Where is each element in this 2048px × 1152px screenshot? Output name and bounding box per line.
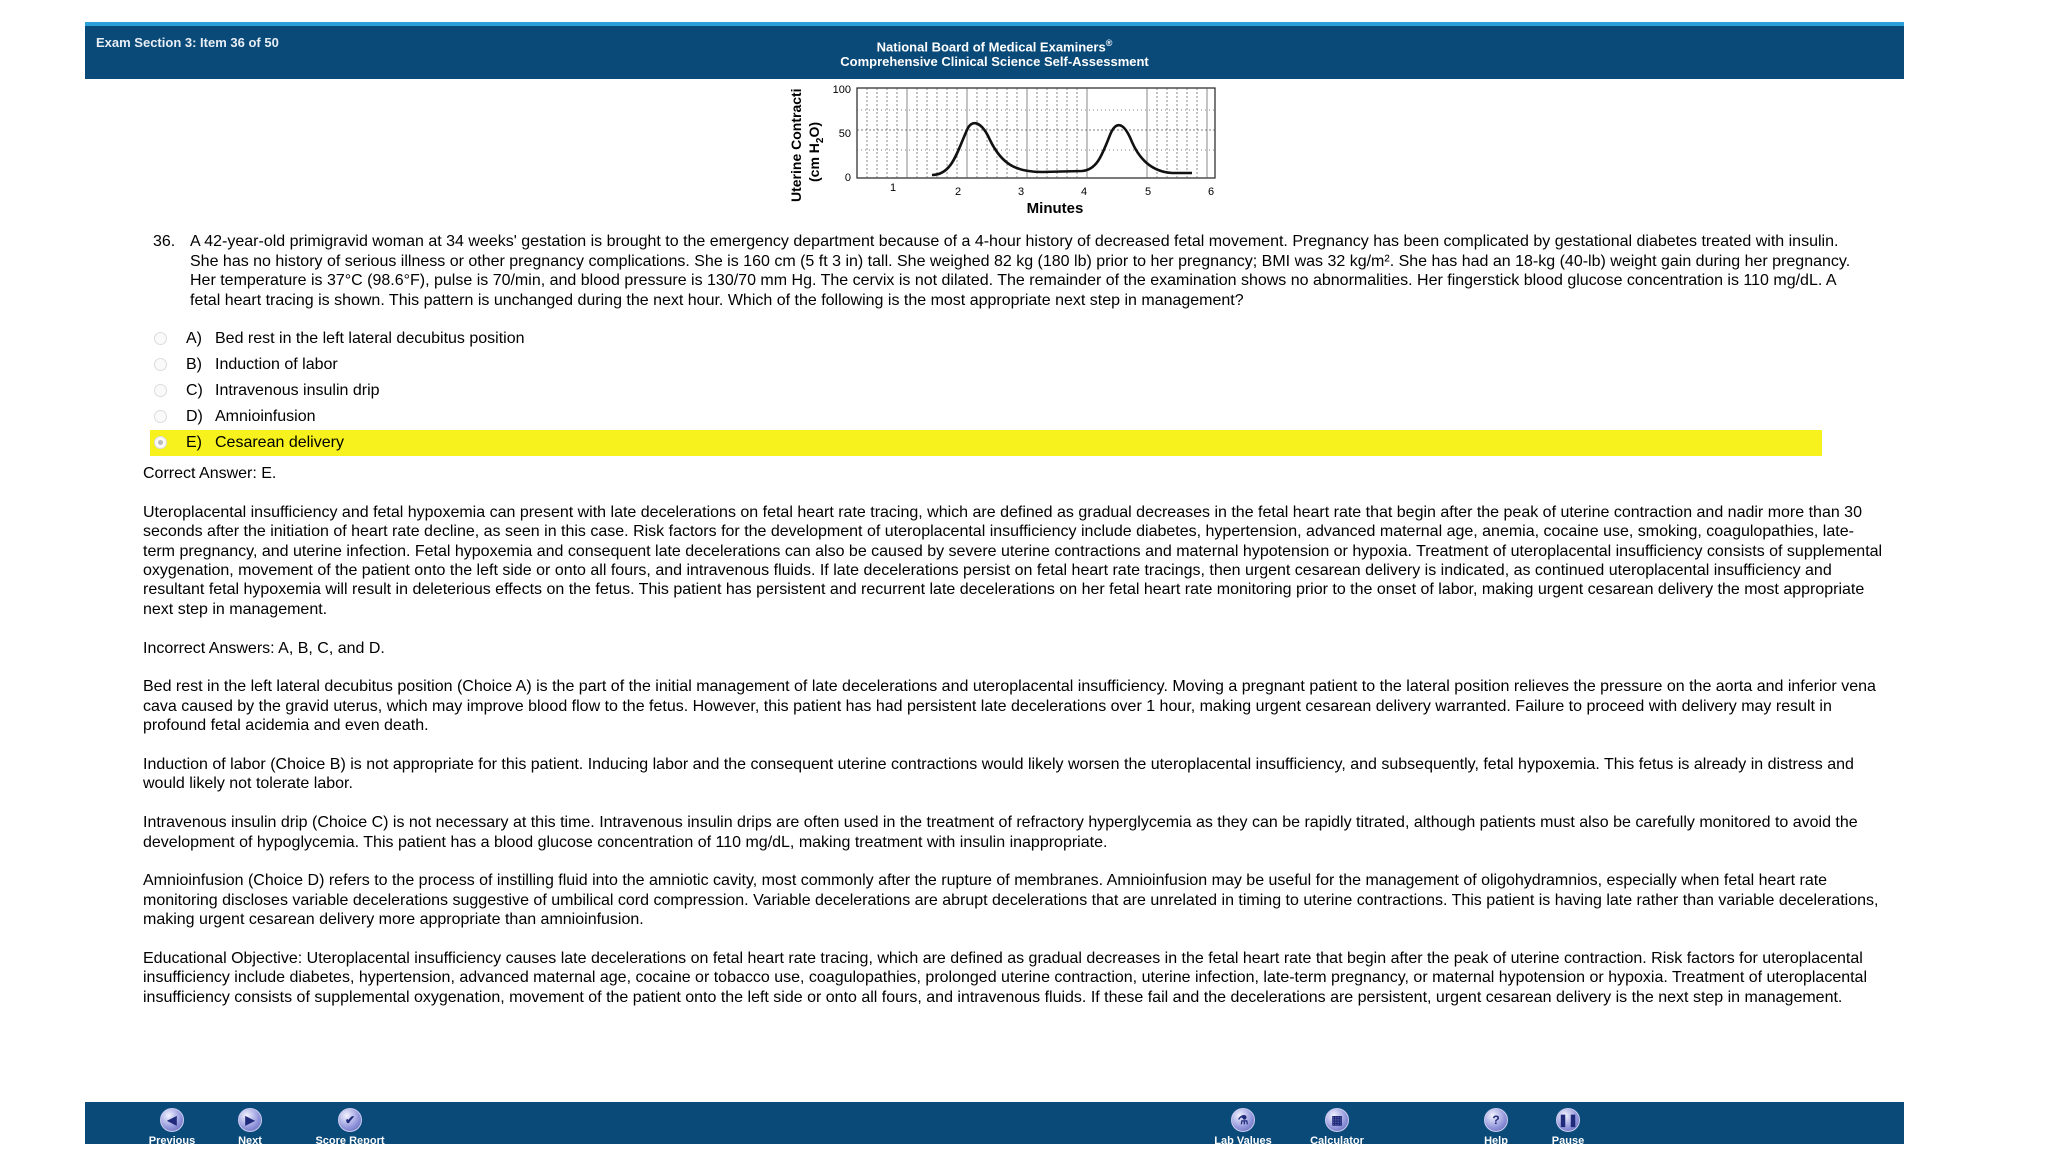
exam-title: Comprehensive Clinical Science Self-Assessment	[840, 54, 1149, 70]
y-axis-label: Uterine Contracti	[788, 88, 804, 202]
option-text: Cesarean delivery	[215, 434, 344, 451]
option-letter: B)	[186, 356, 202, 373]
button-label: Score Report	[315, 1135, 385, 1147]
x-tick: 2	[954, 186, 962, 198]
answer-option-c[interactable]	[150, 378, 1822, 404]
correct-answer: Correct Answer: E.	[143, 465, 277, 482]
calculator-icon: ▦	[1325, 1108, 1349, 1132]
question-stem: A 42-year-old primigravid woman at 34 weeks' gestation is brought to the emergency department because of a 4-hour history of decreased fetal movement. Pregnancy has been complicated by gestational diabetes treated with insulin. She has no history of serious illness or other pregnancy complications. She is 160 cm (5 ft 3 in) tall. She weighed 82 kg (180 lb) prior to her pregnancy; BMI was 32 kg/m². She has had an 18-kg (40-lb) weight gain during her pregnancy. Her temperature is 37°C (98.6°F), pulse is 70/min, and blood pressure is 130/70 mm Hg. The cervix is not dilated. The remainder of the examination shows no abnormalities. Her fingerstick blood glucose concentration is 110 mg/dL. A fetal heart tracing is shown. This pattern is unchanged during the next hour. Which of the following is the most appropriate next step in management?	[190, 233, 1851, 309]
button-label: Lab Values	[1214, 1135, 1272, 1147]
lab-flask-icon: ⚗	[1231, 1108, 1255, 1132]
radio-button-selected[interactable]	[154, 436, 167, 449]
option-text: Bed rest in the left lateral decubitus position	[215, 330, 525, 347]
org-name: National Board of Medical Examiners®	[876, 38, 1113, 55]
answer-explanation	[143, 464, 1883, 1027]
y-tick: 50	[838, 128, 851, 140]
button-label: Help	[1484, 1135, 1508, 1147]
radio-button[interactable]	[154, 410, 167, 423]
y-tick: 100	[832, 84, 851, 96]
pause-button[interactable]	[1528, 1108, 1608, 1147]
radio-button[interactable]	[154, 332, 167, 345]
educational-objective: Educational Objective: Uteroplacental insufficiency causes late decelerations on fetal heart rate tracing, which are defined as gradual decreases in the fetal heart rate that begin after the peak of uterine contraction. Risk factors for uteroplacental insufficiency include diabetes, hypertension, advanced maternal age, cocaine or tobacco use, coagulopathies, prolonged uterine contraction, uterine infection, late-term pregnancy, or maternal hypotension or hypoxia. Treatment of uteroplacental insufficiency consists of supplemental oxygenation, movement of the patient onto the left side or onto all fours, and intravenous fluids. If these fail and the decelerations are persistent, urgent cesarean delivery is the next step in management.	[143, 950, 1868, 1006]
item-counter: Exam Section 3: Item 36 of 50	[96, 35, 279, 50]
choice-d-explanation: Amnioinfusion (Choice D) refers to the process of instilling fluid into the amniotic cavity, most commonly after the rupture of membranes. Amnioinfusion may be useful for the management of oligohydramnios, especially when fetal heart rate monitoring discloses variable decelerations suggestive of umbilical cord compression. Variable decelerations are abrupt decelerations that are unrelated in timing to uterine contractions. This patient is having late rather than variable decelerations, making urgent cesarean delivery more appropriate than amnioinfusion.	[143, 872, 1879, 929]
arrow-left-icon: ◀	[160, 1108, 184, 1132]
option-text: Amnioinfusion	[215, 408, 316, 425]
uterine-contraction-tracing	[782, 80, 1242, 220]
x-tick: 5	[1144, 186, 1152, 198]
previous-button[interactable]	[132, 1108, 212, 1147]
navigation-bar	[85, 1102, 1904, 1147]
choice-c-explanation: Intravenous insulin drip (Choice C) is not necessary at this time. Intravenous insulin drips are often used in the treatment of refractory hyperglycemia as they can be rapidly titrated, although patients must also be carefully monitored to avoid the development of hypoglycemia. This patient has a blood glucose concentration of 110 mg/dL, making treatment with insulin inappropriate.	[143, 814, 1858, 851]
explanation-paragraph: Uteroplacental insufficiency and fetal hypoxemia can present with late decelerations on fetal heart rate tracing, which are defined as gradual decreases in the fetal heart rate that begin after the peak of uterine contraction and nadir more than 30 seconds after the initiation of heart rate decline, as seen in this case. Risk factors for the development of uteroplacental insufficiency include diabetes, hypertension, advanced maternal age, anemia, cocaine use, smoking, coagulopathies, late-term pregnancy, and uterine infection. Fetal hypoxemia and consequent late decelerations can also be caused by severe uterine contractions and maternal hypotension or hypoxia. Treatment of uteroplacental insufficiency consists of supplemental oxygenation, movement of the patient onto the left side or onto all fours, and intravenous fluids. If late decelerations persist on fetal heart rate tracings, then urgent cesarean delivery is indicated, as continued uteroplacental insufficiency and resultant fetal hypoxemia will result in deleterious effects on the fetus. This patient has persistent and recurrent late decelerations on her fetal heart rate monitoring prior to the onset of labor, making urgent cesarean delivery the most appropriate next step in management.	[143, 503, 1883, 618]
choice-a-explanation: Bed rest in the left lateral decubitus position (Choice A) is the part of the initial management of late decelerations and uteroplacental insufficiency. Moving a pregnant patient to the lateral position relieves the pressure on the aorta and inferior vena cava caused by the gravid uterus, which may improve blood flow to the fetus. However, this patient has had persistent late decelerations over 1 hour, making urgent cesarean delivery warranted. Failure to proceed with delivery may result in profound fetal acidemia and even death.	[143, 678, 1876, 735]
exam-header	[85, 26, 1904, 79]
help-button[interactable]	[1456, 1108, 1536, 1147]
option-text: Induction of labor	[215, 356, 338, 373]
x-tick: 4	[1080, 186, 1088, 198]
button-label: Next	[238, 1135, 262, 1147]
incorrect-answers: Incorrect Answers: A, B, C, and D.	[143, 639, 385, 657]
button-label: Calculator	[1310, 1135, 1364, 1147]
checkmark-icon: ✔	[338, 1108, 362, 1132]
score-report-button[interactable]	[310, 1108, 390, 1147]
x-tick: 6	[1207, 186, 1215, 198]
contraction-curve	[932, 123, 1192, 175]
option-letter: C)	[186, 382, 203, 399]
answer-option-a[interactable]	[150, 326, 1822, 352]
exam-titles	[85, 36, 1904, 69]
answer-option-b[interactable]	[150, 352, 1822, 378]
calculator-button[interactable]	[1297, 1108, 1377, 1147]
x-tick: 1	[889, 182, 897, 194]
answer-options	[150, 326, 1822, 456]
choice-b-explanation: Induction of labor (Choice B) is not appropriate for this patient. Inducing labor and the consequent uterine contractions would likely worsen the uteroplacental insufficiency, and subsequently, fetal hypoxemia. This fetus is already in distress and would likely not tolerate labor.	[143, 756, 1854, 793]
next-button[interactable]	[210, 1108, 290, 1147]
question-block	[150, 232, 1870, 310]
option-letter: E)	[186, 434, 202, 451]
arrow-right-icon: ▶	[238, 1108, 262, 1132]
x-axis-label: Minutes	[1026, 200, 1084, 217]
option-text: Intravenous insulin drip	[215, 382, 380, 399]
option-letter: A)	[186, 330, 202, 347]
help-icon: ?	[1484, 1108, 1508, 1132]
pause-icon: ❚❚	[1556, 1108, 1580, 1132]
radio-button[interactable]	[154, 384, 167, 397]
button-label: Previous	[148, 1135, 196, 1147]
question-number: 36.	[153, 233, 176, 250]
answer-option-d[interactable]	[150, 404, 1822, 430]
x-tick: 3	[1017, 186, 1025, 198]
answer-option-e[interactable]	[150, 430, 1822, 456]
button-label: Pause	[1551, 1135, 1585, 1147]
tracing-grid	[857, 88, 1215, 178]
y-axis-unit: (cm $H_2O$)	[806, 121, 826, 182]
option-letter: D)	[186, 408, 203, 425]
y-tick: 0	[844, 172, 851, 184]
radio-button[interactable]	[154, 358, 167, 371]
lab-values-button[interactable]	[1203, 1108, 1283, 1147]
